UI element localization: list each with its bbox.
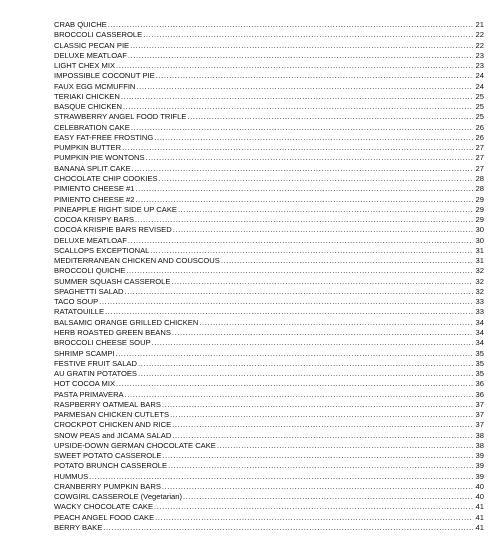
dot-leader [183,492,473,502]
toc-entry [54,215,484,225]
toc-entry [54,133,484,143]
toc-entry-page-number: 33 [475,297,484,307]
toc-entry-page-number: 40 [475,492,484,502]
dot-leader [128,236,473,246]
toc-entry [54,318,484,328]
toc-entry [54,41,484,51]
toc-entry-title: IMPOSSIBLE COCONUT PIE [54,71,155,81]
toc-entry-page-number: 33 [475,307,484,317]
dot-leader [122,143,473,153]
toc-entry [54,379,484,389]
toc-entry-title: POTATO BRUNCH CASSEROLE [54,461,168,471]
dot-leader [135,215,473,225]
toc-entry [54,523,484,533]
dot-leader [89,472,473,482]
toc-entry-title: PASTA PRIMAVERA [54,389,124,399]
toc-entry-title: UPSIDE-DOWN GERMAN CHOCOLATE CAKE [54,440,216,450]
toc-entry-title: SCALLOPS EXCEPTIONAL [54,245,150,255]
dot-leader [217,441,473,451]
dot-leader [121,92,473,102]
toc-entry-page-number: 39 [475,461,484,471]
dot-leader [146,153,473,163]
dot-leader [172,431,473,441]
toc-entry [54,369,484,379]
dot-leader [155,513,473,523]
toc-entry [54,225,484,235]
toc-entry [54,502,484,512]
toc-entry-title: AU GRATIN POTATOES [54,369,137,379]
toc-entry-title: FESTIVE FRUIT SALAD [54,358,137,368]
toc-entry [54,297,484,307]
toc-entry-page-number: 38 [475,440,484,450]
dot-leader [116,61,473,71]
dot-leader [172,420,473,430]
toc-entry-title: BASQUE CHICKEN [54,102,122,112]
toc-entry-page-number: 37 [475,410,484,420]
toc-entry-page-number: 30 [475,235,484,245]
toc-entry-title: COCOA KRISPY BARS [54,215,135,225]
toc-entry-page-number: 34 [475,338,484,348]
toc-entry-title: CLASSIC PECAN PIE [54,40,130,50]
toc-entry-page-number: 41 [475,512,484,522]
toc-entry-title: BANANA SPLIT CAKE [54,163,131,173]
toc-entry-page-number: 32 [475,266,484,276]
toc-entry-title: FAUX EGG MCMUFFIN [54,81,136,91]
toc-entry-page-number: 27 [475,143,484,153]
toc-entry [54,472,484,482]
dot-leader [123,102,473,112]
toc-entry-title: DELUXE MEATLOAF [54,235,127,245]
toc-entry-page-number: 24 [475,81,484,91]
toc-entry [54,174,484,184]
toc-entry-title: SWEET POTATO CASSEROLE [54,451,162,461]
toc-entry-page-number: 35 [475,358,484,368]
dot-leader [172,328,473,338]
toc-entry-title: HUMMUS [54,471,89,481]
dot-leader [130,41,473,51]
dot-leader [178,205,473,215]
toc-entry-page-number: 23 [475,61,484,71]
toc-entry-page-number: 22 [475,40,484,50]
toc-entry [54,307,484,317]
toc-entry [54,461,484,471]
toc-entry-page-number: 40 [475,481,484,491]
dot-leader [99,297,473,307]
dot-leader [116,379,473,389]
toc-entry-page-number: 32 [475,276,484,286]
toc-entry [54,164,484,174]
toc-entry-title: PIMIENTO CHEESE #1 [54,184,135,194]
toc-entry [54,482,484,492]
toc-entry-title: PEACH ANGEL FOOD CAKE [54,512,155,522]
toc-entry [54,266,484,276]
toc-entry-title: BROCCOLI QUICHE [54,266,126,276]
toc-entry-title: EASY FAT-FREE FROSTING [54,132,154,142]
toc-entry-page-number: 29 [475,204,484,214]
dot-leader [105,307,473,317]
dot-leader [135,195,473,205]
toc-entry [54,153,484,163]
dot-leader [162,400,473,410]
toc-entry [54,349,484,359]
dot-leader [135,184,473,194]
toc-entry-title: SPAGHETTI SALAD [54,286,124,296]
toc-entry [54,205,484,215]
toc-entry [54,20,484,30]
toc-entry-page-number: 23 [475,50,484,60]
toc-entry-page-number: 30 [475,225,484,235]
toc-entry-title: MEDITERRANEAN CHICKEN AND COUSCOUS [54,256,220,266]
toc-entry-title: BROCCOLI CHEESE SOUP [54,338,151,348]
toc-entry [54,112,484,122]
dot-leader [138,359,473,369]
toc-entry [54,492,484,502]
toc-entry-title: PIMIENTO CHEESE #2 [54,194,135,204]
toc-entry-title: PUMPKIN PIE WONTONS [54,153,145,163]
toc-entry-page-number: 41 [475,523,484,533]
dot-leader [171,277,473,287]
toc-entry [54,236,484,246]
toc-entry-page-number: 31 [475,256,484,266]
toc-entry [54,82,484,92]
toc-entry-title: RATATOUILLE [54,307,105,317]
toc-entry-title: BROCCOLI CASSEROLE [54,30,143,40]
toc-entry [54,102,484,112]
toc-entry-page-number: 32 [475,286,484,296]
toc-entry-title: SNOW PEAS and JICAMA SALAD [54,430,172,440]
dot-leader [152,338,473,348]
toc-entry-title: RASPBERRY OATMEAL BARS [54,399,161,409]
toc-entry [54,71,484,81]
dot-leader [132,164,473,174]
toc-entry-title: COWGIRL CASSEROLE (Vegetarian) [54,492,183,502]
toc-entry-page-number: 29 [475,194,484,204]
toc-entry-title: PINEAPPLE RIGHT SIDE UP CAKE [54,204,177,214]
toc-entry-page-number: 36 [475,389,484,399]
toc-entry-title: HERB ROASTED GREEN BEANS [54,327,171,337]
dot-leader [136,82,473,92]
toc-entry-title: CROCKPOT CHICKEN AND RICE [54,420,172,430]
toc-entry [54,359,484,369]
toc-entry [54,92,484,102]
toc-entry [54,143,484,153]
dot-leader [103,523,473,533]
toc-entry-title: TACO SOUP [54,297,99,307]
toc-entry [54,513,484,523]
toc-entry-page-number: 25 [475,102,484,112]
toc-entry-page-number: 38 [475,430,484,440]
toc-entry-page-number: 34 [475,327,484,337]
toc-entry-title: BALSAMIC ORANGE GRILLED CHICKEN [54,317,199,327]
toc-entry-page-number: 26 [475,132,484,142]
toc-entry-page-number: 36 [475,379,484,389]
dot-leader [221,256,473,266]
toc-entry [54,431,484,441]
dot-leader [154,133,473,143]
toc-entry-page-number: 27 [475,163,484,173]
dot-leader [116,349,473,359]
toc-entry-title: WACKY CHOCOLATE CAKE [54,502,154,512]
dot-leader [168,461,473,471]
dot-leader [128,51,473,61]
toc-entry [54,277,484,287]
dot-leader [154,502,473,512]
toc-entry-page-number: 24 [475,71,484,81]
toc-entry-page-number: 21 [475,20,484,29]
toc-entry-page-number: 39 [475,451,484,461]
toc-entry-title: TERIAKI CHICKEN [54,91,120,101]
table-of-contents [54,20,484,533]
toc-entry-title: CELEBRATION CAKE [54,122,130,132]
toc-entry-title: CRAB QUICHE [54,20,107,29]
toc-entry-title: STRAWBERRY ANGEL FOOD TRIFLE [54,112,187,122]
toc-entry-page-number: 37 [475,420,484,430]
dot-leader [143,30,473,40]
toc-entry-page-number: 25 [475,112,484,122]
toc-entry-page-number: 35 [475,369,484,379]
dot-leader [156,71,473,81]
toc-entry-page-number: 25 [475,91,484,101]
toc-entry [54,184,484,194]
toc-entry [54,30,484,40]
toc-entry [54,328,484,338]
toc-entry-page-number: 28 [475,173,484,183]
toc-entry [54,61,484,71]
toc-entry [54,338,484,348]
dot-leader [126,266,473,276]
toc-entry-title: HOT COCOA MIX [54,379,116,389]
toc-entry [54,246,484,256]
toc-entry-title: LIGHT CHEX MIX [54,61,116,71]
dot-leader [125,287,474,297]
dot-leader [150,246,473,256]
toc-entry-title: DELUXE MEATLOAF [54,50,127,60]
toc-entry-page-number: 26 [475,122,484,132]
toc-entry [54,390,484,400]
toc-entry-title: CHOCOLATE CHIP COOKIES [54,173,158,183]
dot-leader [173,225,473,235]
toc-entry-page-number: 41 [475,502,484,512]
toc-entry [54,451,484,461]
dot-leader [125,390,473,400]
toc-entry-page-number: 35 [475,348,484,358]
toc-entry-title: PUMPKIN BUTTER [54,143,122,153]
toc-entry-title: PARMESAN CHICKEN CUTLETS [54,410,170,420]
toc-entry-title: CRANBERRY PUMPKIN BARS [54,481,161,491]
toc-entry [54,287,484,297]
toc-entry-page-number: 22 [475,30,484,40]
dot-leader [170,410,473,420]
dot-leader [187,112,473,122]
dot-leader [131,123,473,133]
toc-entry [54,256,484,266]
toc-entry [54,420,484,430]
dot-leader [108,20,473,30]
toc-entry-page-number: 28 [475,184,484,194]
toc-entry-page-number: 34 [475,317,484,327]
toc-entry-page-number: 37 [475,399,484,409]
toc-entry-page-number: 39 [475,471,484,481]
toc-entry [54,400,484,410]
toc-entry-page-number: 29 [475,215,484,225]
toc-entry-page-number: 31 [475,245,484,255]
toc-entry [54,51,484,61]
toc-entry-title: BERRY BAKE [54,523,103,533]
dot-leader [162,482,473,492]
toc-entry-title: SHRIMP SCAMPI [54,348,115,358]
toc-entry [54,441,484,451]
toc-entry-page-number: 27 [475,153,484,163]
toc-entry-title: COCOA KRISPIE BARS REVISED [54,225,172,235]
toc-entry [54,410,484,420]
toc-entry [54,195,484,205]
toc-entry-title: SUMMER SQUASH CASSEROLE [54,276,171,286]
dot-leader [199,318,473,328]
dot-leader [162,451,473,461]
dot-leader [138,369,473,379]
toc-entry [54,123,484,133]
dot-leader [159,174,473,184]
